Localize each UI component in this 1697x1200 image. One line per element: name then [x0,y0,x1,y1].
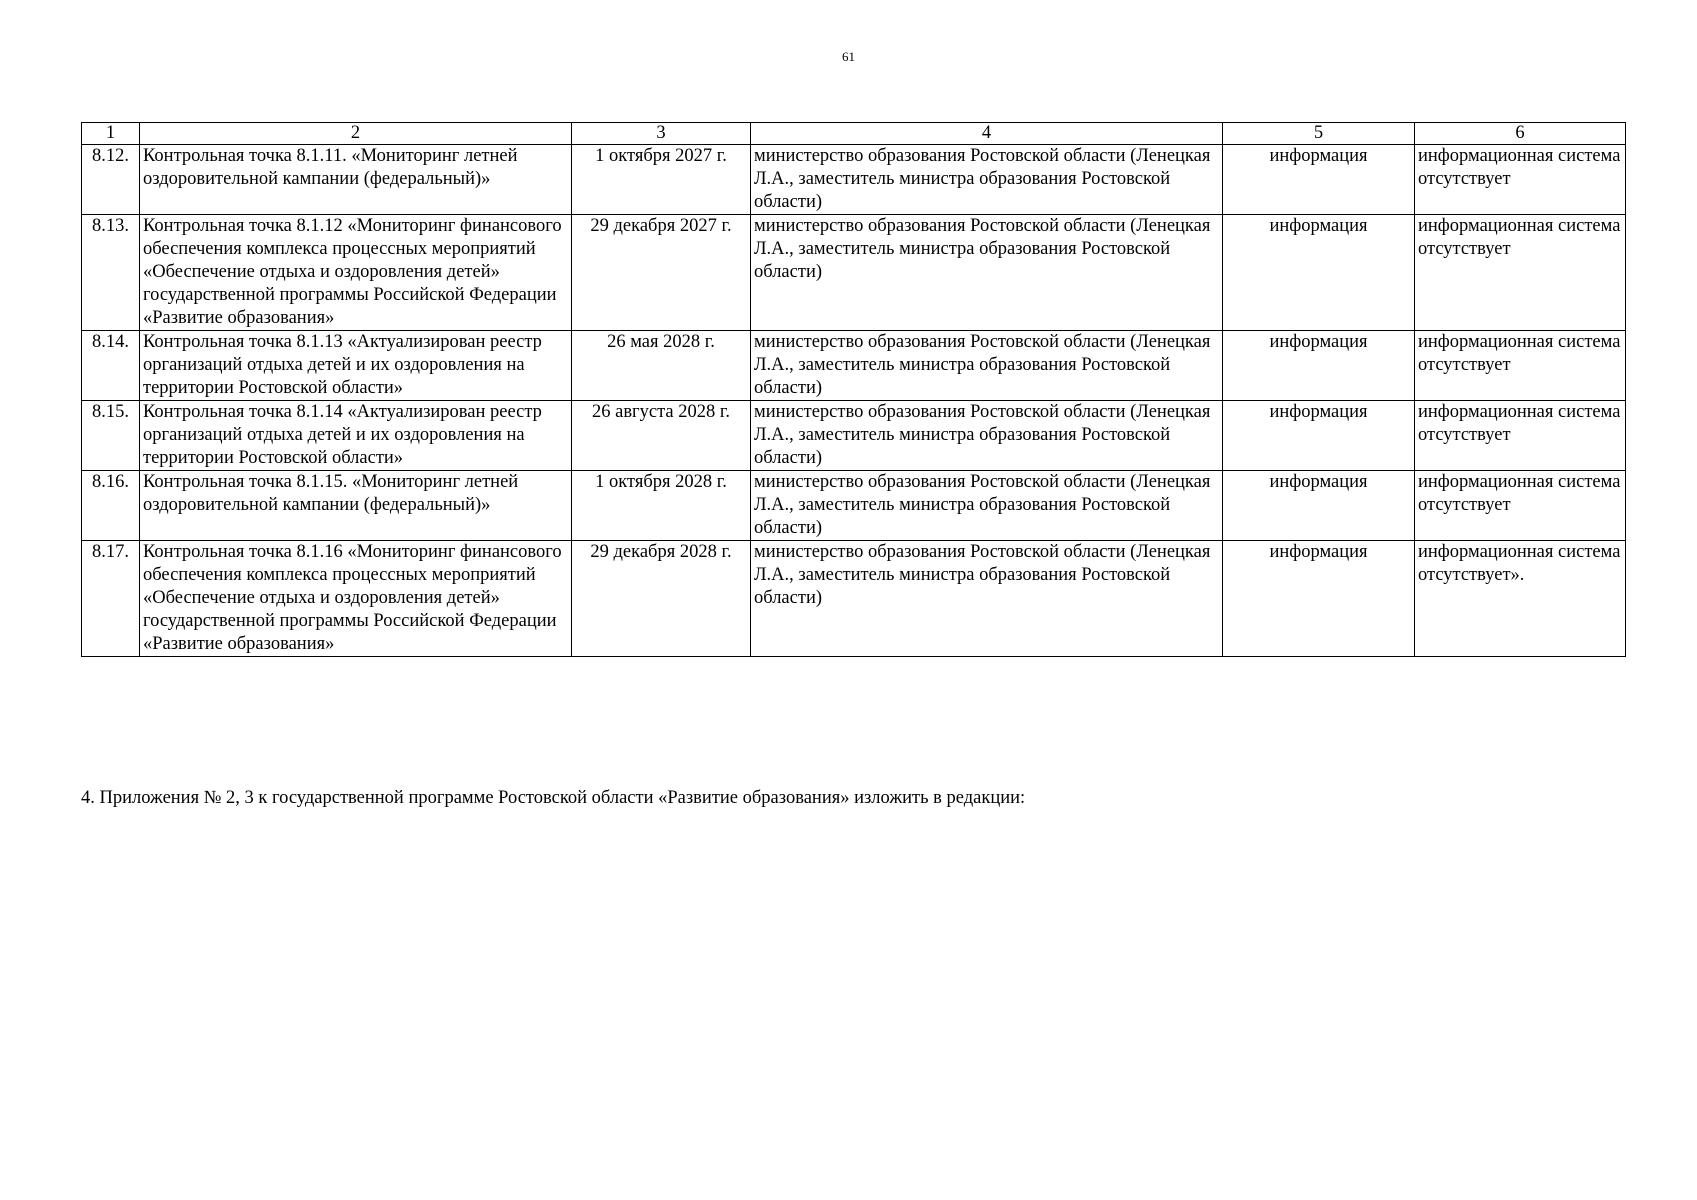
table-row [82,401,1626,471]
responsible-cell: министерство образования Ростовской области (Ленецкая Л.А., заместитель министра образования Ростовской области) [751,215,1223,331]
row-number-cell: 8.15. [82,401,140,471]
row-number-cell: 8.13. [82,215,140,331]
information-system-cell: информационная система отсутствует». [1415,541,1626,657]
table-row [82,471,1626,541]
header-cell: 3 [572,123,751,145]
table-row [82,541,1626,657]
row-number-cell: 8.14. [82,331,140,401]
responsible-cell: министерство образования Ростовской области (Ленецкая Л.А., заместитель министра образования Ростовской области) [751,541,1223,657]
due-date-cell: 26 августа 2028 г. [572,401,751,471]
control-point-name-cell: Контрольная точка 8.1.15. «Мониторинг летней оздоровительной кампании (федеральный)» [140,471,572,541]
header-cell: 4 [751,123,1223,145]
control-points-table [81,122,1626,657]
due-date-cell: 29 декабря 2028 г. [572,541,751,657]
page-number: 61 [842,49,855,64]
due-date-cell: 26 мая 2028 г. [572,331,751,401]
responsible-cell: министерство образования Ростовской области (Ленецкая Л.А., заместитель министра образования Ростовской области) [751,401,1223,471]
control-point-name-cell: Контрольная точка 8.1.14 «Актуализирован реестр организаций отдыха детей и их оздоровления на территории Ростовской области» [140,401,572,471]
control-point-name-cell: Контрольная точка 8.1.12 «Мониторинг финансового обеспечения комплекса процессных мероприятий «Обеспечение отдыха и оздоровления детей» государственной программы Российской Федерации «Развитие образования» [140,215,572,331]
document-type-cell: информация [1223,331,1415,401]
control-point-name-cell: Контрольная точка 8.1.16 «Мониторинг финансового обеспечения комплекса процессных мероприятий «Обеспечение отдыха и оздоровления детей» государственной программы Российской Федерации «Развитие образования» [140,541,572,657]
row-number-cell: 8.12. [82,145,140,215]
responsible-cell: министерство образования Ростовской области (Ленецкая Л.А., заместитель министра образования Ростовской области) [751,471,1223,541]
responsible-cell: министерство образования Ростовской области (Ленецкая Л.А., заместитель министра образования Ростовской области) [751,331,1223,401]
document-type-cell: информация [1223,401,1415,471]
control-point-name-cell: Контрольная точка 8.1.11. «Мониторинг летней оздоровительной кампании (федеральный)» [140,145,572,215]
due-date-cell: 1 октября 2027 г. [572,145,751,215]
document-type-cell: информация [1223,471,1415,541]
table-row [82,145,1626,215]
information-system-cell: информационная система отсутствует [1415,331,1626,401]
header-cell: 1 [82,123,140,145]
due-date-cell: 1 октября 2028 г. [572,471,751,541]
information-system-cell: информационная система отсутствует [1415,145,1626,215]
row-number-cell: 8.16. [82,471,140,541]
due-date-cell: 29 декабря 2027 г. [572,215,751,331]
document-type-cell: информация [1223,215,1415,331]
document-type-cell: информация [1223,541,1415,657]
responsible-cell: министерство образования Ростовской области (Ленецкая Л.А., заместитель министра образования Ростовской области) [751,145,1223,215]
row-number-cell: 8.17. [82,541,140,657]
information-system-cell: информационная система отсутствует [1415,471,1626,541]
table-row [82,331,1626,401]
header-cell: 2 [140,123,572,145]
amendment-paragraph: 4. Приложения № 2, 3 к государственной программе Ростовской области «Развитие образования» изложить в редакции: [81,787,1026,808]
header-cell: 6 [1415,123,1626,145]
table-header-row [82,123,1626,145]
information-system-cell: информационная система отсутствует [1415,401,1626,471]
document-type-cell: информация [1223,145,1415,215]
control-point-name-cell: Контрольная точка 8.1.13 «Актуализирован реестр организаций отдыха детей и их оздоровления на территории Ростовской области» [140,331,572,401]
table-row [82,215,1626,331]
header-cell: 5 [1223,123,1415,145]
information-system-cell: информационная система отсутствует [1415,215,1626,331]
